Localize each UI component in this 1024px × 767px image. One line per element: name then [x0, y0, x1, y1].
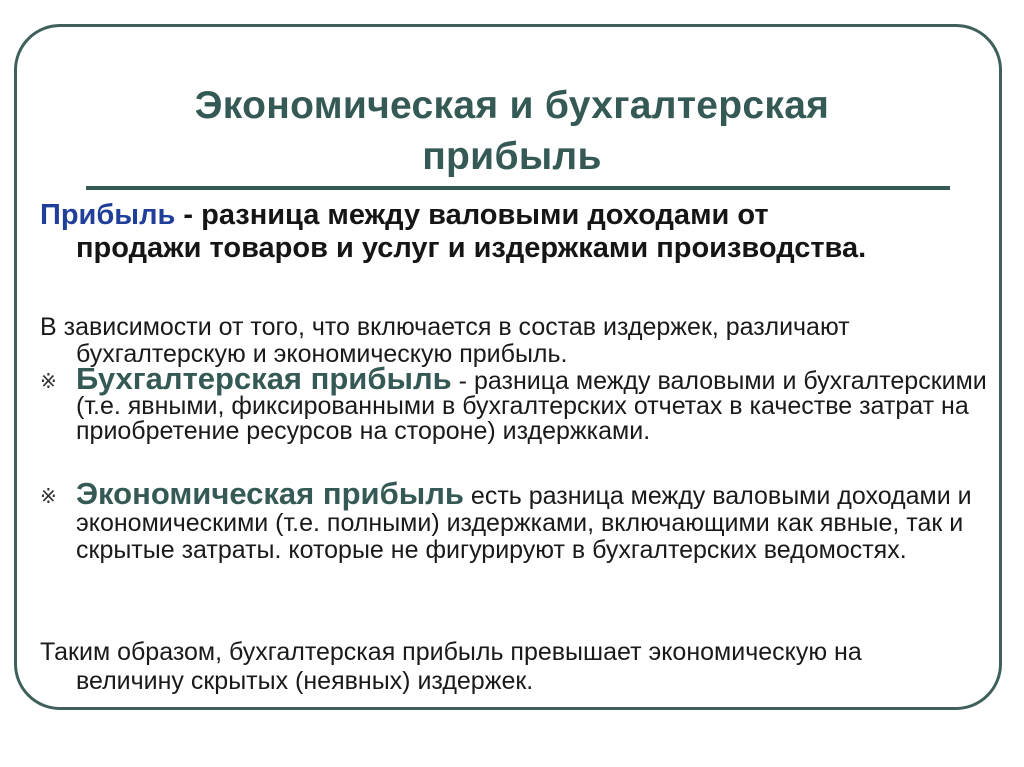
conclusion-line-1: Таким образом, бухгалтерская прибыль превышает экономическую на [40, 638, 862, 666]
definition-term: Прибыль [40, 199, 176, 231]
profit-definition [40, 199, 1024, 265]
definition-text-line-2: продажи товаров и услуг и издержками производства. [76, 232, 867, 264]
title-line-1: Экономическая и бухгалтерская [194, 84, 830, 127]
list-item-economic-profit [40, 476, 990, 564]
conclusion-line-2: величину скрытых (неявных) издержек. [76, 667, 534, 695]
economic-profit-term: Экономическая прибыль [76, 476, 464, 511]
slide-title [0, 80, 1024, 182]
list-item-accounting-profit [40, 361, 990, 445]
intro-paragraph [40, 314, 1000, 368]
title-line-2: прибыль [422, 135, 602, 178]
accounting-profit-term: Бухгалтерская прибыль [76, 361, 452, 396]
reference-mark-icon: ※ [40, 371, 57, 393]
bullet-body [40, 361, 990, 445]
bullet-body [40, 476, 990, 564]
intro-line-2: бухгалтерскую и экономическую прибыль. [76, 340, 568, 368]
economic-profit-text: есть разница между валовыми доходами и экономическими (т.е. полными) издержками, включающими как явные, так и скрытые затраты. которые не фигурируют в бухгалтерских ведомостях. [76, 482, 972, 564]
conclusion-paragraph [40, 638, 1000, 696]
accounting-profit-text: - разница между валовыми и бухгалтерскими (т.е. явными, фиксированными в бухгалтерских отчетах в качестве затрат на приобретение ресурсов на стороне) издержками. [76, 367, 987, 445]
intro-line-1: В зависимости от того, что включается в состав издержек, различают [40, 313, 850, 341]
title-divider [86, 186, 950, 190]
definition-text-line-1: - разница между валовыми доходами от [175, 199, 769, 231]
reference-mark-icon: ※ [40, 486, 57, 508]
